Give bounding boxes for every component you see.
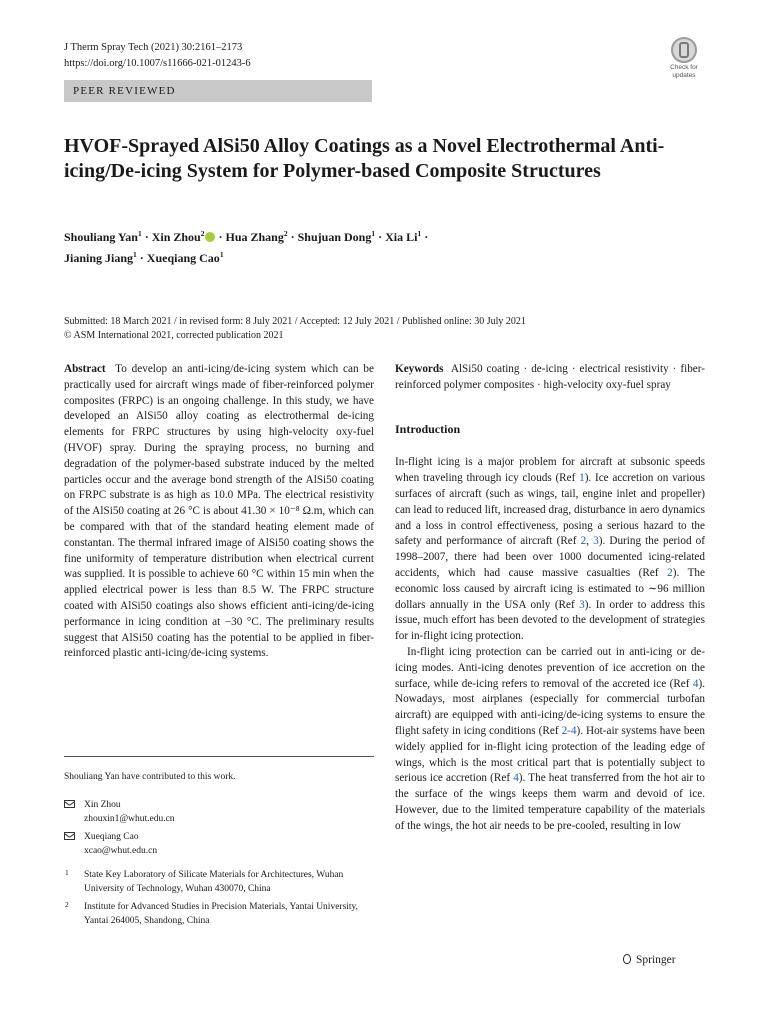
reference-link[interactable]: 2 — [667, 566, 673, 579]
author-name[interactable]: Shujuan Dong — [297, 230, 372, 244]
article-title: HVOF-Sprayed AlSi50 Alloy Coatings as a Novel Electrothermal Anti-icing/De-icing System for Polymer-based Composite Structures — [64, 135, 665, 182]
publication-dates — [64, 315, 526, 343]
reference-link[interactable]: 4 — [692, 677, 699, 690]
author-affiliation-mark: 1 — [417, 229, 422, 238]
affiliation-text: Institute for Advanced Studies in Precision Materials, Yantai University, Yantai 264005, Shandong, China — [84, 902, 359, 926]
author-name[interactable]: Jianing Jiang — [64, 251, 134, 265]
author-affiliation-mark: 1 — [371, 229, 376, 238]
introduction-paragraph-1: In-flight icing is a major problem for aircraft at subsonic speeds when traveling through icy clouds (Ref 1). Ice accretion on various surfaces of aircraft (such as wings, tail, engine inlet and propeller) can lead to reduced lift, increased drag, disturbance in aero dynamics and a loss in control effectiveness, posing a serious hazard to the safety and performance of aircraft (Ref 2, 3). During the period of 1998–2007, there had been over 1000 documented icing-related accidents, which had cause massive casualties (Ref 2). The economic loss caused by aircraft icing is estimated to ∼96 million dollars annually in the USA only (Ref 3). In order to address this issue, much effort has been devoted to the development of strategies for in-flight icing protection. — [395, 456, 705, 643]
publisher-name: Springer — [636, 954, 676, 966]
reference-link[interactable]: 3 — [579, 598, 585, 611]
introduction-heading: Introduction — [395, 421, 461, 436]
orcid-icon[interactable] — [205, 232, 215, 242]
reference-link[interactable]: 2-4 — [561, 724, 577, 737]
contact-name: Xueqiang Cao — [84, 832, 139, 842]
abstract-text: To develop an anti-icing/de-icing system which can be practically used for aircraft wings made of fiber-reinforced polymer composites (FRPC) is an ongoing challenge. In this study, we have developed an AlSi50 alloy coating as electrothermal de-icing elements for FRPC structures by using high-velocity oxy-fuel (HVOF) spray. During the spraying process, no burning and degradation of the polymer-based substrate induced by the melted particles occur and the average bond strength of the AlSi50 coating on FRPC substrate is as high as 10.0 MPa. The electrical resistivity of the AlSi50 coating at 26 °C is about 41.30 × 10⁻⁸ Ω.m, which can be compared with that of the standard heating element made of constantan. The thermal infrared image of AlSi50 coating shows the fine uniformity of temperature distribution when electrical current was supplied. It is possible to achieve 60 °C within 15 min when the applied electrical power is less than 8.5 W. The FRPC structure coated with AlSi50 coatings also shows efficient anti-icing/de-icing performance in icing condition at −30 °C. The preliminary results suggest that AlSi50 coating has the potential to be applied in fiber-reinforced plastic anti-icing/de-icing systems. — [64, 363, 374, 660]
affiliation-1 — [64, 868, 374, 896]
envelope-icon — [64, 832, 75, 840]
contribution-note: Shouliang Yan have contributed to this work. — [64, 772, 236, 782]
footnote-divider — [64, 756, 374, 757]
affiliation-text: State Key Laboratory of Silicate Materials for Architectures, Wuhan University of Technology, Wuhan 430070, China — [84, 870, 344, 894]
author-name[interactable]: Hua Zhang — [225, 230, 284, 244]
author-name[interactable]: Shouliang Yan — [64, 230, 138, 244]
abstract-block — [64, 362, 374, 662]
keywords-label: Keywords — [395, 363, 444, 375]
contact-name: Xin Zhou — [84, 800, 121, 810]
journal-meta — [64, 40, 251, 72]
bookmark-icon — [671, 37, 697, 63]
abstract-label: Abstract — [64, 363, 106, 375]
reference-link[interactable]: 1 — [579, 472, 585, 485]
springer-horse-icon — [622, 952, 633, 965]
author-affiliation-mark: 1 — [137, 229, 142, 238]
contact-block-2 — [64, 830, 374, 858]
reference-link[interactable]: 2 — [580, 535, 587, 548]
author-name[interactable]: Xin Zhou — [151, 230, 201, 244]
author-name[interactable]: Xueqiang Cao — [146, 251, 220, 265]
affiliation-number: 2 — [65, 900, 69, 909]
peer-reviewed-band: PEER REVIEWED — [64, 80, 372, 102]
reference-link[interactable]: 4 — [513, 772, 519, 785]
envelope-icon — [64, 800, 75, 808]
journal-citation: J Therm Spray Tech (2021) 30:2161–2173 — [64, 42, 243, 53]
right-column — [395, 362, 705, 835]
reference-link[interactable]: 3 — [593, 535, 599, 548]
check-for-updates-label: Check for — [670, 64, 698, 71]
author-affiliation-mark: 1 — [219, 250, 224, 259]
keywords-text: AlSi50 coating · de-icing · electrical resistivity · fiber-reinforced polymer composites · high-velocity oxy-fuel spray — [395, 363, 705, 391]
keywords-block — [395, 362, 705, 394]
doi-link[interactable]: https://doi.org/10.1007/s11666-021-01243-6 — [64, 58, 251, 69]
contact-email[interactable]: zhouxin1@whut.edu.cn — [84, 814, 175, 824]
affiliation-number: 1 — [65, 868, 69, 877]
affiliation-2 — [64, 900, 374, 928]
author-affiliation-mark: 2 — [283, 229, 288, 238]
author-name[interactable]: Xia Li — [385, 230, 418, 244]
author-affiliation-mark: 2 — [200, 229, 205, 238]
dates-line: Submitted: 18 March 2021 / in revised form: 8 July 2021 / Accepted: 12 July 2021 / Published online: 30 July 2021 — [64, 316, 526, 327]
updates-label: updates — [672, 72, 696, 79]
contact-block-1 — [64, 798, 374, 826]
contact-email[interactable]: xcao@whut.edu.cn — [84, 846, 158, 856]
copyright-line: © ASM International 2021, corrected publication 2021 — [64, 330, 284, 341]
publisher-logo — [622, 952, 676, 968]
author-list: Shouliang Yan$^1$ · Xin Zhou$^2$ · Hua Zhang$^2$ · Shujuan Dong$^1$ · Xia $Li^1$ · Jianing Jiang$^1$ · Xueqiang Cao$^1$ — [64, 229, 429, 265]
introduction-paragraph-2: In-flight icing protection can be carried out in anti-icing or de-icing modes. Anti-icing denotes prevention of ice accretion on the surface, while de-icing refers to removal of the accreted ice (Ref 4). Nowadays, most airplanes (especially for commercial turbofan aircraft) are equipped with anti-icing/de-icing systems to ensure the flight safety in icing conditions (Ref 2-4). Hot-air systems have been widely applied for in-flight icing protection of the leading edge of wings, which is the most critical part that is potentially subject to serious ice accretion (Ref 4). The heat transferred from the hot air to the surface of the wings keeps them warm and devoid of ice. However, due to the limited temperature capability of the materials of the wings, the hot air needs to be pre-cooled, resulting in low — [395, 645, 706, 832]
check-for-updates-badge[interactable] — [664, 37, 704, 79]
author-affiliation-mark: 1 — [133, 250, 137, 259]
